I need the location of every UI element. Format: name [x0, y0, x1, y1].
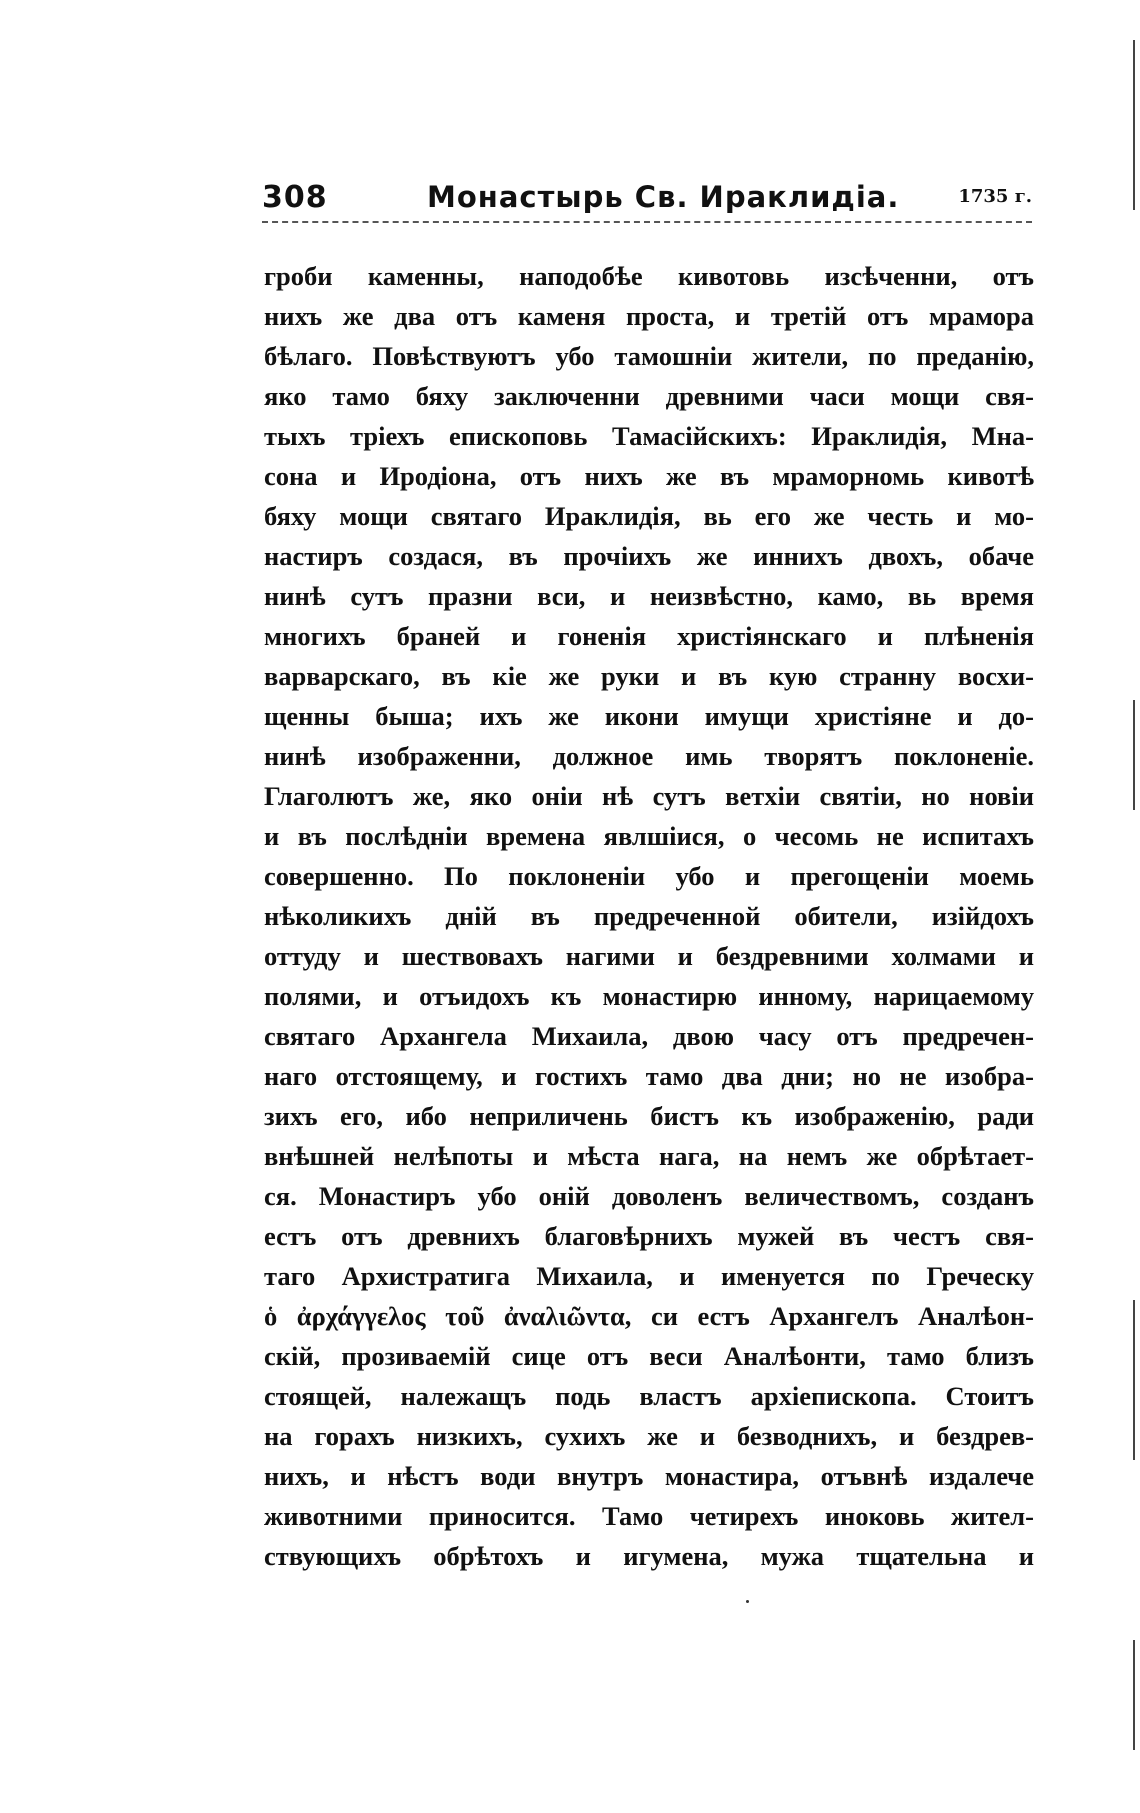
stray-mark	[746, 1600, 749, 1603]
text-line: тыхъ тріехъ епископовь Тамасійскихъ: Ираклидія, Мна-	[264, 421, 1034, 451]
text-line: нѣколикихъ дній въ предреченной обители, изійдохъ	[264, 901, 1034, 931]
text-line: бяху мощи святаго Ираклидія, вь его же честь и мо-	[264, 501, 1034, 531]
text-line: Глаголютъ же, яко оніи нѣ сутъ ветхіи святіи, но новіи	[264, 781, 1034, 811]
header-rule	[262, 221, 1032, 223]
text-line: животними приноситcя. Тамо четирехъ иноковь жител-	[264, 1501, 1034, 1531]
scan-edge-mark	[1133, 40, 1135, 210]
text-line: естъ отъ древнихъ благовѣрнихъ мужей въ честъ свя-	[264, 1221, 1034, 1251]
year-marker: 1735 г.	[958, 186, 1032, 207]
text-line: наго отстоящему, и гостихъ тамо два дни; но не изобра-	[264, 1061, 1034, 1091]
text-line: яко тамо бяху заключенни древними часи мощи свя-	[264, 381, 1034, 411]
text-line: щенны быша; ихъ же икони имущи христіяне и до-	[264, 701, 1034, 731]
text-line: нинѣ изображенни, должное имь творятъ поклоненіе.	[264, 741, 1034, 771]
text-line: зихъ его, ибо неприличень бистъ къ изображенію, ради	[264, 1101, 1034, 1131]
text-line: ствующихъ обрѣтохъ и игумена, мужа тщательна и	[264, 1541, 1034, 1571]
text-line: нинѣ сутъ празни вси, и неизвѣстно, камо, вь время	[264, 581, 1034, 611]
text-line: настиръ создася, въ прочіихъ же инниxъ двохъ, обаче	[264, 541, 1034, 571]
text-line: ся. Монастиръ убо оній доволенъ величествомъ, созданъ	[264, 1181, 1034, 1211]
text-line: совершенно. По поклоненіи убо и прегощеніи моемь	[264, 861, 1034, 891]
text-line: варварскаго, въ кіе же руки и въ кую странну восхи-	[264, 661, 1034, 691]
page-header	[262, 180, 1032, 222]
body-text	[264, 256, 1034, 1576]
text-line-greek: ὁ ἀρχάγγελος τοῦ ἀναλιῶντα, си естъ Архангелъ Аналѣон-	[264, 1301, 1034, 1331]
text-line: полями, и отъидохъ къ монастирю инному, нарицаемому	[264, 981, 1034, 1011]
text-line: нихъ, и нѣстъ води внутръ монастира, отъвнѣ издалече	[264, 1461, 1034, 1491]
text-line: скій, прозиваемій сице отъ веси Аналѣонти, тамо близъ	[264, 1341, 1034, 1371]
text-line: святаго Архангела Михаила, двою часу отъ предречен-	[264, 1021, 1034, 1051]
text-line: на горахъ низкихъ, сухихъ же и безводнихъ, и бездрев-	[264, 1421, 1034, 1451]
running-title: Монастырь Св. Ираклидіа.	[427, 180, 900, 214]
page-number: 308	[262, 180, 328, 215]
text-line: нихъ же два отъ каменя проста, и третій отъ мрамора	[264, 301, 1034, 331]
text-line: таго Архистратига Михаила, и именуется по Гречеcку	[264, 1261, 1034, 1291]
text-line: многихъ браней и гоненія христіянскаго и плѣненія	[264, 621, 1034, 651]
text-line: гроби каменны, наподобѣе кивотовь изсѣченни, отъ	[264, 261, 1034, 291]
scan-edge-mark	[1133, 1640, 1135, 1750]
text-line: сона и Иродіона, отъ нихъ же въ мраморномь кивотѣ	[264, 461, 1034, 491]
text-line: стоящей, належащъ подь властъ архіепископа. Стоитъ	[264, 1381, 1034, 1411]
text-line: внѣшней нелѣпоты и мѣста нага, на немъ же обрѣтает-	[264, 1141, 1034, 1171]
scan-edge-mark	[1133, 1300, 1135, 1460]
text-line: оттуду и шествовахъ нагими и бездревними холмами и	[264, 941, 1034, 971]
text-line: бѣлаго. Повѣствуютъ убо тамошніи жители, по преданію,	[264, 341, 1034, 371]
scan-edge-mark	[1133, 700, 1135, 810]
text-line: и въ послѣдніи времена явлшіися, о чесомь не испитахъ	[264, 821, 1034, 851]
